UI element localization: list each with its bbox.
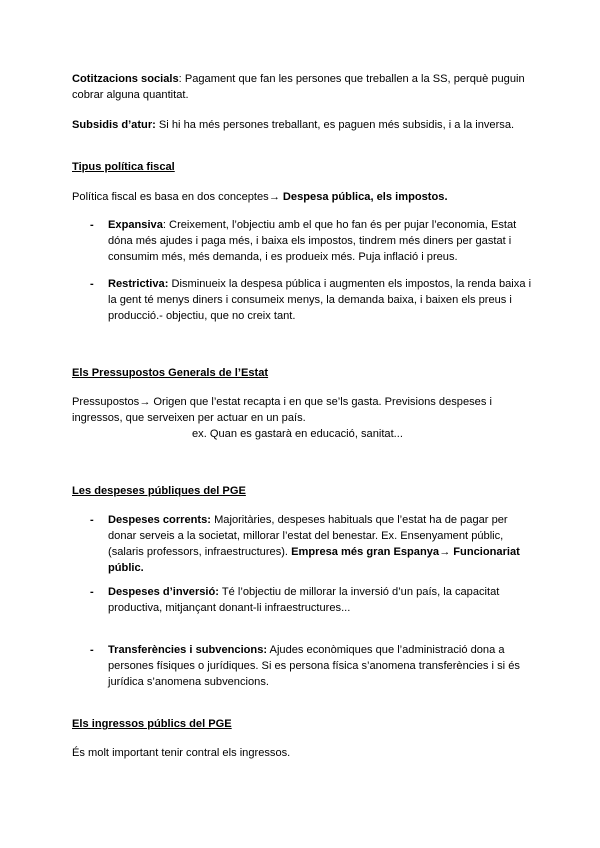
heading-despeses: Les despeses públiques del PGE [72,485,246,497]
heading-pressupostos: Els Pressupostos Generals de l’Estat [72,367,269,379]
text-despeses-inversio: Té l’objectiu de millorar la inversió d’un país, la capacitat productiva, mitjançant donant-li infraestructures... [108,586,500,614]
pressupostos-word: Pressupostos [72,396,140,408]
paragraph-subsidis [72,117,532,133]
term-restrictiva: Restrictiva: [108,278,169,290]
term-transferencies: Transferències i subvencions: [108,644,268,656]
text-subsidis: Si hi ha més persones treballant, es paguen més subsidis, i a la inversa. [155,119,515,131]
list-item-expansiva [90,217,532,265]
intro-text: Política fiscal es basa en dos conceptes [72,191,269,203]
bold-tail-despeses-corrents: Empresa més gran Espanya→ Funcionariat públic. [108,546,520,574]
arrow-icon: → [139,396,151,408]
text-despeses-corrents: Majoritàries, despeses habituals que l’estat ha de pagar per donar serveis a la societat, millorar l’estat del benestar. Ex. Ensenyament públic, (salaris professors, infraestructures). [108,514,508,558]
term-expansiva: Expansiva [108,219,163,231]
pressupostos-example: ex. Quan es gastarà en educació, sanitat... [192,428,403,440]
text-cotitzacions: : Pagament que fan les persones que treballen a la SS, perquè puguin cobrar alguna quantitat. [72,73,525,101]
dash-bullet: - [90,586,94,598]
dash-bullet: - [90,644,94,656]
term-cotitzacions: Cotitzacions socials [72,73,179,85]
term-despeses-corrents: Despeses corrents: [108,514,211,526]
list-item-transferencies [90,642,532,690]
intro-bold: Despesa pública, els impostos. [279,191,448,203]
dash-bullet: - [90,514,94,526]
term-subsidis: Subsidis d’atur: [72,119,156,131]
list-item-despeses-inversio [90,584,532,616]
dash-bullet: - [90,219,94,231]
arrow-icon: → [268,191,280,203]
heading-tipus: Tipus política fiscal [72,161,175,173]
paragraph-ingressos: És molt important tenir contral els ingressos. [72,747,291,759]
term-despeses-inversio: Despeses d’inversió: [108,586,219,598]
heading-ingressos: Els ingressos públics del PGE [72,718,232,730]
pressupostos-text: Origen que l’estat recapta i en que se’ls gasta. Previsions despeses i ingressos, que serveixen per actuar en un país. [72,396,492,424]
text-transferencies: Ajudes econòmiques que l’administració dona a persones físiques o jurídiques. Si es persona física s’anomena transferències i si és jurídica s’anomena subvencions. [108,644,520,688]
text-restrictiva: Disminueix la despesa pública i augmenten els impostos, la renda baixa i la gent té menys diners i consumeix menys, la demanda baixa, i baixen els preus i producció.- objectiu, que no creix tant. [108,278,532,322]
list-item-restrictiva [90,276,532,324]
text-expansiva: : Creixement, l’objectiu amb el que ho fan és per pujar l’economia, Estat dóna més ajudes i paga més, i baixa els impostos, tindrem més diners per gastat i consumim més, més demanda, i es produeix més. Puja inflació i preus. [108,219,517,263]
list-item-despeses-corrents [90,512,532,576]
paragraph-tipus-intro [72,189,532,205]
dash-bullet: - [90,278,94,290]
paragraph-pressupostos [72,394,532,426]
paragraph-cotitzacions [72,71,532,103]
